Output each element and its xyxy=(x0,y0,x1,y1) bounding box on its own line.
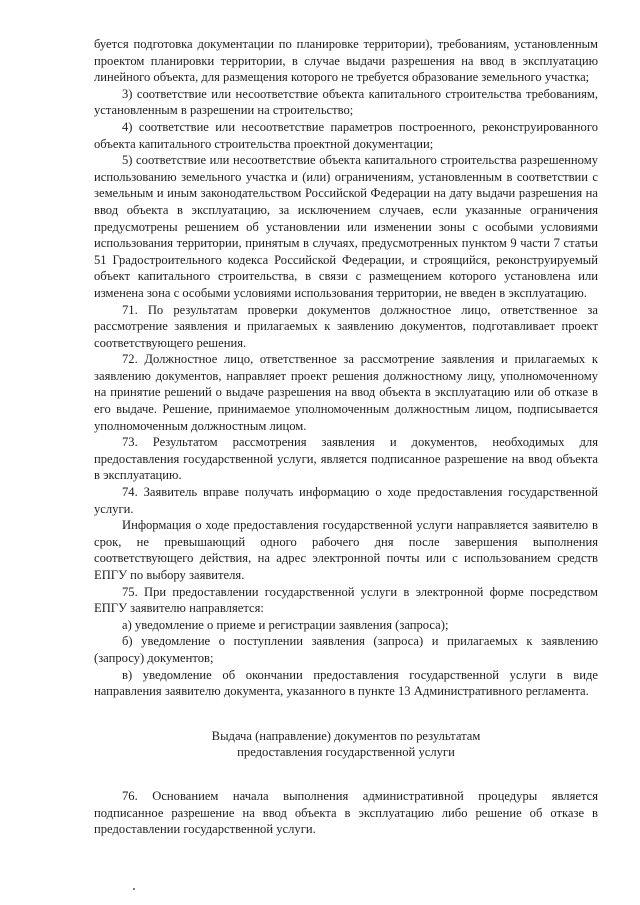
paragraph-76: 76. Основанием начала выполнения административной процедуры является подписанное разрешение на ввод объекта в эксплуатацию либо решение об отказе в предоставлении государственной услуги. xyxy=(94,788,598,837)
paragraph-5: 5) соответствие или несоответствие объекта капитального строительства разрешенному использованию земельного участка и (или) ограничениям, установленным в соответствии с земельным и иным законодательством Российской Федерации на дату выдачи разрешения на ввод объекта в эксплуатацию, за исключением случаев, если указанные ограничения предусмотрены решением об установлении или изменении зоны с особыми условиями использования территории, принятым в случаях, предусмотренных пунктом 9 части 7 статьи 51 Градостроительного кодекса Российской Федерации, и строящийся, реконструируемый объект капитального строительства, в связи с размещением которого установлена или изменена зона с особыми условиями использования территории, не введен в эксплуатацию. xyxy=(94,153,598,300)
paragraph-info: Информация о ходе предоставления государственной услуги направляется заявителю в срок, не превышающий одного рабочего дня после завершения выполнения соответствующего действия, на адрес электронной почты или с использованием средств ЕПГУ по выбору заявителя. xyxy=(94,518,598,582)
document-body xyxy=(94,36,598,838)
paragraphs-before-heading xyxy=(94,36,598,700)
paragraph-3: 3) соответствие или несоответствие объекта капитального строительства требованиям, установленным в разрешении на строительство; xyxy=(94,86,598,118)
paragraph-75a: а) уведомление о приеме и регистрации заявления (запроса); xyxy=(122,617,449,632)
paragraph-75: 75. При предоставлении государственной услуги в электронной форме посредством ЕПГУ заявителю направляется: xyxy=(94,584,598,616)
paragraph-4: 4) соответствие или несоответствие параметров построенного, реконструированного объекта капитального строительства проектной документации; xyxy=(94,119,598,151)
section-heading-line-1: Выдача (направление) документов по результатам xyxy=(211,728,481,743)
paragraph-71: 71. По результатам проверки документов должностное лицо, ответственное за рассмотрение заявления и прилагаемых к заявлению документов, подготавливает проект соответствующего решения. xyxy=(94,302,598,350)
section-heading xyxy=(94,728,598,761)
paragraph-75c: в) уведомление об окончании предоставления государственной услуги в виде направления заявителю документа, указанного в пункте 13 Административного регламента. xyxy=(94,667,598,699)
section-heading-line-2: предоставления государственной услуги xyxy=(237,745,455,760)
paragraph-74: 74. Заявитель вправе получать информацию о ходе предоставления государственной услуги. xyxy=(94,485,598,516)
paragraph-75b: б) уведомление о поступлении заявления (запроса) и прилагаемых к заявлению (запросу) документов; xyxy=(94,634,598,665)
paragraph-cont: буется подготовка документации по планировке территории), требованиям, установленным проектом планировки территории, в случае выдачи разрешения на ввод в эксплуатацию линейного объекта, для размещения которого не требуется образование земельного участка; xyxy=(94,37,598,85)
scan-speck xyxy=(133,888,135,890)
paragraph-72: 72. Должностное лицо, ответственное за рассмотрение заявления и прилагаемых к заявлению документов, направляет проект решения должностному лицу, уполномоченному на принятие решений о выдаче разрешения на ввод объекта в эксплуатацию или об отказе в его выдаче. Решение, принимаемое уполномоченным должностным лицом, подписывается уполномоченным должностным лицом. xyxy=(94,352,598,433)
paragraph-73: 73. Результатом рассмотрения заявления и документов, необходимых для предоставления государственной услуги, является подписанное разрешение на ввод объекта в эксплуатацию. xyxy=(94,435,598,483)
paragraphs-after-heading xyxy=(94,788,598,838)
